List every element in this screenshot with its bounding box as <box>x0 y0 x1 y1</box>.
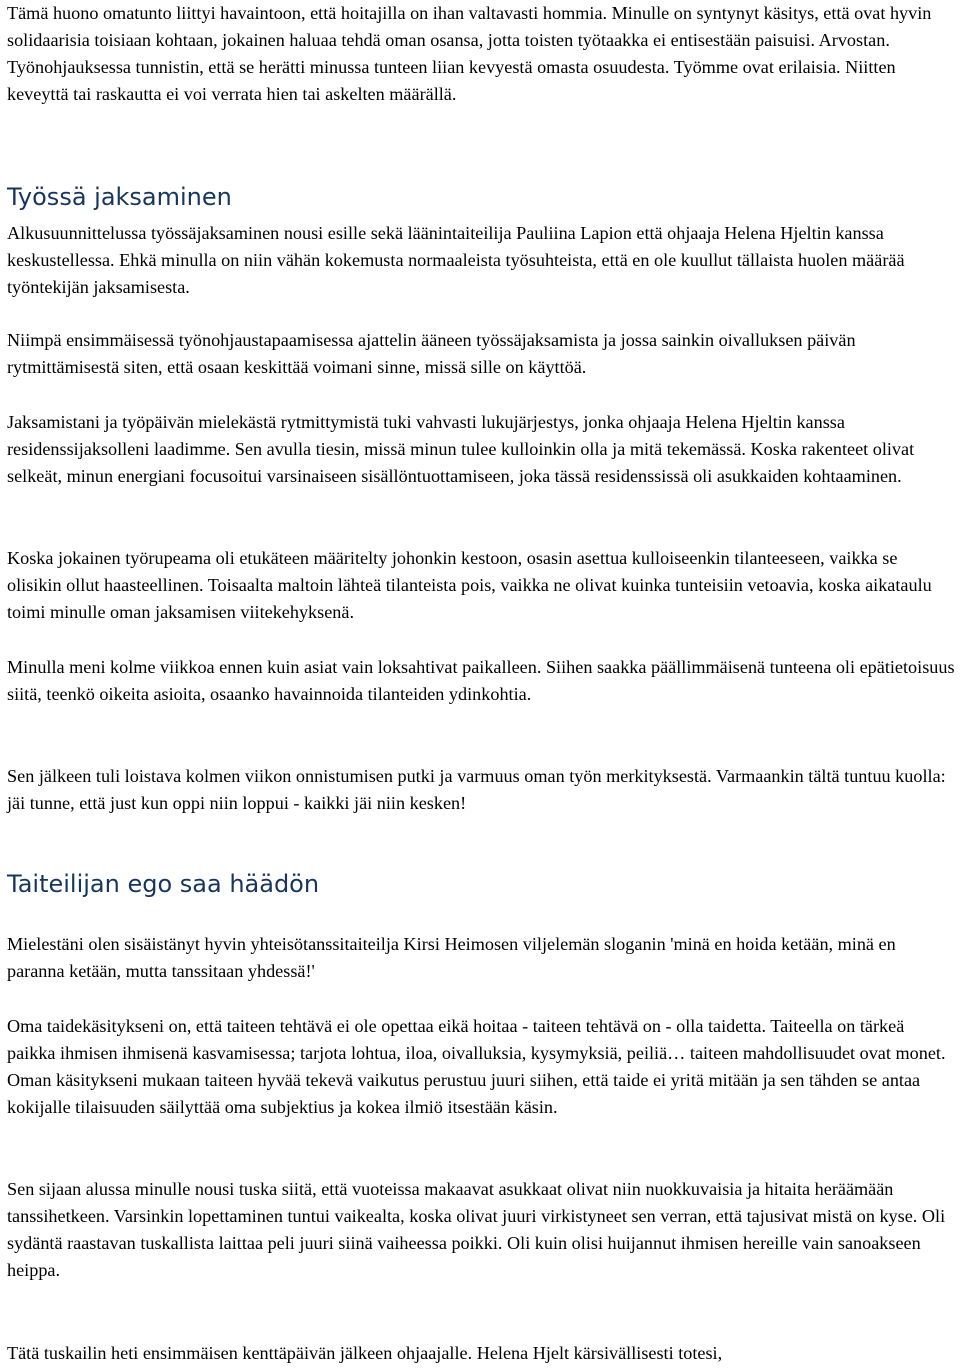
paragraph-intro <box>7 0 955 108</box>
text-run: Tätä tuskailin heti ensimmäisen kenttäpäivän jälkeen ohjaajalle. <box>7 1343 473 1363</box>
paragraph <box>7 654 955 708</box>
text-run: Minulla meni kolme viikkoa ennen kuin asiat vain loksahtivat paikalleen. <box>7 657 542 677</box>
text-run: Alkusuunnittelussa työssäjaksaminen nousi esille sekä läänintaiteilija Pauliina Lapion että ohjaaja Helena Hjeltin kanssa keskustellessa. <box>7 223 884 270</box>
text-run: Oma taidekäsitykseni on, että taiteen tehtävä ei ole opettaa eikä hoitaa - taiteen tehtävä on - olla taidetta. <box>7 1016 767 1036</box>
paragraph <box>7 931 955 985</box>
text-run: Sen jälkeen tuli loistava kolmen viikon onnistumisen putki ja varmuus oman työn merkityksestä. Varmaankin tältä tuntuu kuolla: jäi tunne, että just kun oppi niin loppui - kaikki jäi niin kesken! <box>7 766 946 813</box>
section-heading-tyossa-jaksaminen: Työssä jaksaminen <box>7 183 232 211</box>
text-run: Koska jokainen työrupeama oli etukäteen määritelty johonkin kestoon, osasin asettua kulloiseenkin tilanteeseen, vaikka se olisikin ollut haasteellinen. <box>7 548 898 595</box>
paragraph <box>7 220 955 301</box>
text-run: Työnohjauksessa tunnistin, että se herätti minussa tunteen liian kevyestä omasta osuudesta. Työmme ovat erilaisia. Niitten keveyttä tai raskautta ei voi verrata hien tai askelten määrällä. <box>7 57 896 104</box>
text-run: Varsinkin lopettaminen tuntui vaikealta, koska olivat juuri virkistyneet sen verran, että tajusivat mistä on kyse. <box>109 1206 918 1226</box>
paragraph <box>7 409 955 490</box>
text-run: Oli sydäntä raastavan tuskallista laittaa peli juuri siinä vaiheessa poikki. <box>7 1206 946 1253</box>
paragraph <box>7 1013 955 1121</box>
text-run: Sen avulla tiesin, missä minun tulee kulloinkin olla ja mitä tekemässä. <box>230 439 746 459</box>
text-run: Siihen saakka päällimmäisenä tunteena oli epätietoisuus siitä, teenkö oikeita asioita, osaanko havainnoida tilanteiden ydinkohtia. <box>7 657 955 704</box>
paragraph <box>7 763 955 817</box>
paragraph <box>7 1340 955 1367</box>
section-heading-taiteilijan-ego: Taiteilijan ego saa häädön <box>7 870 320 898</box>
text-run: Taiteella on tärkeä paikka ihmisen ihmisenä kasvamisessa; tarjota lohtua, iloa, oivalluksia, kysymyksiä, peiliä… taiteen mahdollisuudet ovat monet. <box>7 1016 946 1063</box>
text-run: Toisaalta maltoin lähteä tilanteista pois, vaikka ne olivat kuinka tunteisiin vetoavia, koska aikataulu toimi minulle oman jaksamisen viitekehyksenä. <box>7 575 932 622</box>
paragraph <box>7 545 955 626</box>
text-run: Koska rakenteet olivat selkeät, minun energiani focusoitui varsinaiseen sisällöntuottamiseen, joka tässä residenssissä oli asukkaiden kohtaaminen. <box>7 439 915 486</box>
text-run: Jaksamistani ja työpäivän mielekästä rytmittymistä tuki vahvasti lukujärjestys, jonka ohjaaja Helena Hjeltin kanssa residenssijaksolleni laadimme. <box>7 412 845 459</box>
text-run: Sen sijaan alussa minulle nousi tuska siitä, että vuoteissa makaavat asukkaat olivat niin nuokkuvaisia ja hitaita heräämään tanssihetkeen. <box>7 1179 894 1226</box>
text-run: Mielestäni olen sisäistänyt hyvin yhteisötanssitaiteilja Kirsi Heimosen viljelemän sloganin 'minä en hoida ketään, minä en paranna ketään, mutta tanssitaan yhdessä!' <box>7 934 896 981</box>
text-run: Helena Hjelt kärsivällisesti totesi, <box>472 1343 723 1363</box>
text-run: Tämä huono omatunto liittyi havaintoon, että hoitajilla on ihan valtavasti hommia. Minulle on syntynyt käsitys, että ovat hyvin solidaarisia toisiaan kohtaan, jokainen haluaa tehdä oman osansa, jotta toisten työtaakka ei entisestään paisuisi. Arvostan. <box>7 3 932 50</box>
text-run: Niimpä ensimmäisessä työnohjaustapaamisessa ajattelin ääneen työssäjaksamista ja jossa sainkin oivalluksen päivän rytmittämisestä siten, että osaan keskittää voimani sinne, missä sille on käyttöä. <box>7 330 856 377</box>
text-run: Oman käsitykseni mukaan taiteen hyvää tekevä vaikutus perustuu juuri siihen, että taide ei yritä mitään ja sen tähden se antaa kokijalle tilaisuuden säilyttää oma subjektius ja kokea ilmiö itsestään käsin. <box>7 1070 921 1117</box>
paragraph <box>7 1176 955 1284</box>
text-run: Oli kuin olisi huijannut ihmisen hereille vain sanoakseen heippa. <box>7 1233 921 1280</box>
text-run: Ehkä minulla on niin vähän kokemusta normaaleista työsuhteista, että en ole kuullut tällaista huolen määrää työntekijän jaksamisesta. <box>7 250 905 297</box>
paragraph <box>7 327 955 381</box>
